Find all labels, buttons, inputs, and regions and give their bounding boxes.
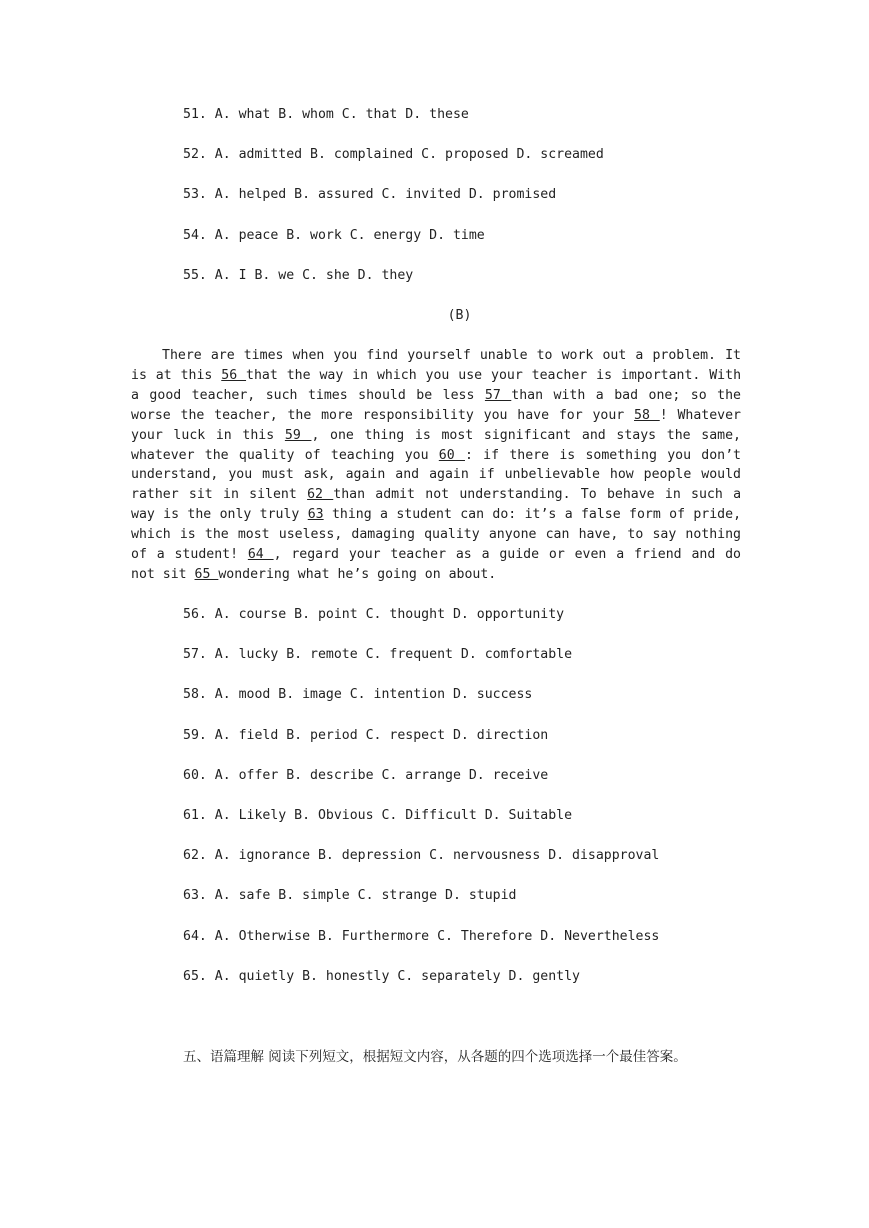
passage-text: that the way in which you use your teacher is important. With a good teacher, such times should be less [131,367,742,403]
question-61-options: 61. A. Likely B. Obvious C. Difficult D. Suitable [183,807,573,823]
question-57-options: 57. A. lucky B. remote C. frequent D. comfortable [183,647,573,663]
question-62-options: 62. A. ignorance B. depression C. nervousness D. disapproval [183,848,660,864]
blank-58: 58 [634,407,660,423]
blank-64: 64 [247,547,274,563]
passage-text: wondering what he’s going on about. [218,566,497,582]
blank-62: 62 [307,487,334,503]
question-59-options: 59. A. field B. period C. respect D. direction [183,727,549,743]
question-60-options: 60. A. offer B. describe C. arrange D. receive [183,767,549,783]
passage-text: : if there is something you don’t understand, you must ask, again and again if unbelievable how people would rather sit in silent [131,447,742,503]
passage-text: , one thing is most significant and stays the same, whatever the quality of teaching you [131,427,741,463]
question-58-options: 58. A. mood B. image C. intention D. success [183,687,533,703]
passage-text: There are times when you find yourself unable to work out a problem. It is at this [131,348,741,383]
passage-text: thing a student can do: it’s a false form of pride, which is the most useless, damaging quality anyone can have, to say nothing of a student! [131,507,742,563]
question-56-options: 56. A. course B. point C. thought D. opportunity [183,607,565,622]
passage-text: than with a bad one; so the worse the teacher, the more responsibility you have for your [131,387,741,423]
question-51-options: 51. A. what B. whom C. that D. these [183,107,469,122]
options-list-56-65 [183,605,659,1007]
question-54-options: 54. A. peace B. work C. energy D. time [183,227,485,243]
section-five-instruction: 五、语篇理解 阅读下列短文，根据短文内容，从各题的四个选项选择一个最佳答案。 [183,1049,687,1065]
passage-text: than admit not understanding. To behave in such a way is the only truly [131,487,742,523]
blank-57: 57 [484,387,512,403]
passage-text: ! Whatever your luck in this [131,407,742,443]
blank-63: 63 [307,507,324,523]
question-63-options: 63. A. safe B. simple C. strange D. stupid [183,888,517,904]
question-64-options: 64. A. Otherwise B. Furthermore C. Therefore D. Nevertheless [183,928,660,944]
cloze-passage-b [131,346,741,585]
blank-65: 65 [194,566,219,582]
passage-text: , regard your teacher as a guide or even a friend and do not sit [131,547,741,582]
question-52-options: 52. A. admitted B. complained C. proposed D. screamed [183,147,604,163]
question-55-options: 55. A. I B. we C. she D. they [183,267,414,283]
blank-56: 56 [221,367,247,383]
blank-59: 59 [284,427,312,443]
question-65-options: 65. A. quietly B. honestly C. separately D. gently [183,968,580,984]
options-list-51-55 [183,105,604,306]
question-53-options: 53. A. helped B. assured C. invited D. promised [183,187,557,203]
section-b-title: (B) [447,308,472,323]
blank-60: 60 [438,447,465,463]
